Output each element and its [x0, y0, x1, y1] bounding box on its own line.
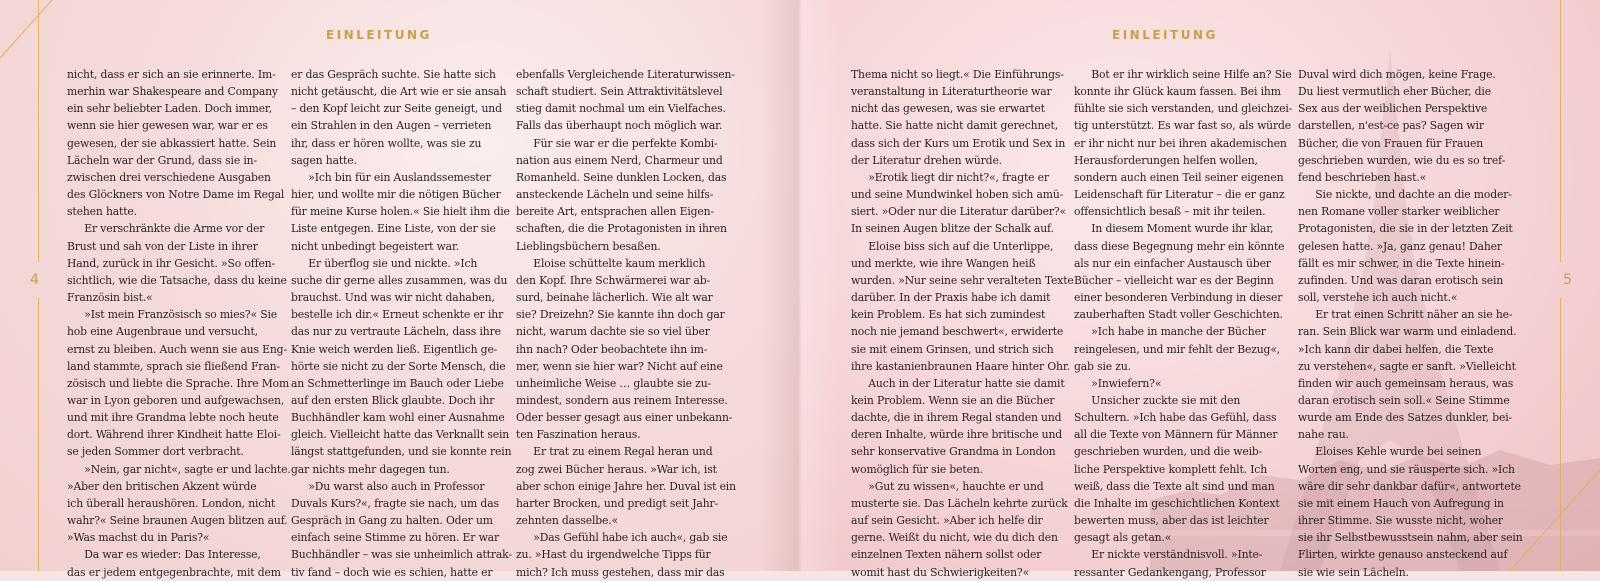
text-line: Herausforderungen helfen wollen, — [1074, 153, 1258, 167]
text-line: Eloise schüttelte kaum merklich — [533, 256, 706, 270]
text-line: Sie nickte, und dachte an die moder- — [1315, 188, 1512, 202]
text-line: hob eine Augenbraue und versucht, — [67, 325, 258, 339]
text-line: Gespräch in Gang zu halten. Oder um — [291, 514, 493, 528]
text-line: »Ist mein Französisch so mies?« Sie — [84, 308, 278, 322]
text-line: zog zwei Bücher heraus. »War ich, ist — [516, 462, 717, 476]
text-line: Du liest vermutlich eher Bücher, die — [1298, 85, 1491, 99]
text-line: finden wir auch gemeinsam heraus, was — [1298, 376, 1514, 390]
text-line: wahr?« Seine braunen Augen blitzen auf. — [67, 514, 288, 528]
text-line: all die Texte von Männern für Männer — [1074, 428, 1278, 442]
text-line: längst stattgefunden, und sie konnte rein — [291, 445, 512, 459]
text-line: er das Gespräch suchte. Sie hatte sich — [291, 68, 496, 81]
text-line: nicht das gewesen, was sie erwartet — [851, 102, 1045, 116]
text-line: ihre kastanienbraunen Haare hinter Ohr. — [851, 359, 1070, 373]
text-line: gewesen, der sie abkassiert hatte. Sein — [67, 136, 277, 150]
text-column-2 — [291, 66, 512, 581]
text-line: sie wie sein Lächeln. — [1298, 565, 1409, 579]
text-line: aber schon einige Jahre her. Duval ist ein — [516, 479, 736, 493]
text-line: gleich. Vielleicht hatte das Verknallt sein — [291, 428, 510, 442]
text-line: siert. »Oder nur die Literatur darüber?« — [851, 205, 1066, 219]
text-line: hatte. Sie hatte nicht damit gerechnet, — [851, 119, 1058, 133]
text-line: weiß, dass die Texte alt sind und man — [1074, 479, 1275, 493]
text-line: merhin war Shakespeare and Company — [67, 85, 278, 99]
text-line: se jeden Sommer dort verbracht. — [67, 445, 244, 459]
text-line: »Inwiefern?« — [1091, 376, 1162, 390]
text-line: Sex aus der weiblichen Perspektive — [1298, 102, 1488, 116]
text-line: zufinden. Und was daran erotisch sein — [1298, 273, 1504, 287]
text-line: »Erotik liegt dir nicht?«, fragte er — [868, 170, 1049, 184]
right-frame-line — [1560, 0, 1561, 262]
text-line: er ihr nicht nur bei ihren akademischen — [1074, 136, 1287, 150]
text-line: nicht unbedingt begeistert war. — [291, 239, 460, 253]
text-line: an Schmetterlinge im Bauch oder Liebe — [291, 376, 504, 390]
text-column-5 — [1074, 66, 1293, 581]
text-line: einzelnen Texten nähern sollst oder — [851, 548, 1042, 562]
text-line: stieg damit nochmal um ein Vielfaches. — [516, 102, 726, 116]
text-line: Da war es wieder: Das Interesse, — [84, 548, 261, 562]
text-line: geschrieben wurden, wie du es so tref- — [1298, 153, 1506, 167]
text-line: »Was machst du in Paris?« — [67, 531, 210, 545]
text-line: für meine Kurse holen.« Sie hielt ihm die — [291, 205, 510, 219]
text-line: schaften, die die Protagonisten in ihren — [516, 222, 727, 236]
text-line: hier, und wollte mir die nötigen Bücher — [291, 188, 501, 202]
text-line: sie? Dreizehn? Sie kannte ihn doch gar — [516, 308, 725, 322]
text-line: harter Brocken, und predigt seit Jahr- — [516, 496, 719, 510]
text-line: brauchst. Und was wir nicht dahaben, — [291, 291, 495, 305]
text-line: sagen hatte. — [291, 153, 357, 167]
text-line: auf sein Gesicht. »Aber ich helfe dir — [851, 514, 1043, 528]
text-line: Französin bist.« — [67, 291, 153, 305]
text-line: auf den ersten Blick glaubte. Doch ihr — [291, 393, 495, 407]
book-gutter — [760, 0, 840, 571]
text-line: die Inhalte im geschichtlichen Kontext — [1074, 496, 1280, 510]
text-line: »Nein, gar nicht«, sagte er und lachte. — [84, 462, 291, 476]
text-line: bestelle ich dir.« Erneut schenkte er ihr — [291, 308, 504, 322]
text-line: Leidenschaft für Literatur – die er ganz — [1074, 188, 1285, 202]
text-line: wenn sie hier gewesen war, war er es — [67, 119, 268, 133]
text-line: bereite Art, entsprachen allen Eigen- — [516, 205, 714, 219]
text-line: Duvals Kurs?«, fragte sie nach, um das — [291, 496, 499, 510]
text-line: offensichtlich besaß – mit ihr teilen. — [1074, 205, 1266, 219]
text-line: bewerten muss, aber das ist leichter — [1074, 514, 1269, 528]
text-line: ran. Sein Blick war warm und einladend. — [1298, 325, 1517, 339]
text-line: das nur zu vertraute Lächeln, dass ihre — [291, 325, 501, 339]
text-line: sie mit einem Grinsen, und strich sich — [851, 342, 1054, 356]
text-line: Schultern. »Ich habe das Gefühl, dass — [1074, 411, 1277, 425]
left-corner-ornament — [0, 0, 80, 70]
text-line: »Du warst also auch in Professor — [308, 479, 485, 493]
text-line: In diesem Moment wurde ihr klar, — [1091, 222, 1274, 236]
text-line: fühlte sie sich verstanden, und gleichzei- — [1074, 102, 1293, 116]
text-line: Unsicher zuckte sie mit den — [1091, 393, 1241, 407]
text-line: als nur ein einfacher Austausch über — [1074, 256, 1271, 270]
text-line: sie mit einem Hauch von Aufregung in — [1298, 496, 1504, 510]
text-line: Liste entgegen. Eine Liste, von der sie — [291, 222, 496, 236]
text-line: nicht, warum dachte sie so viel über — [516, 325, 710, 339]
text-line: mich? Ich muss gestehen, dass mir das — [516, 565, 725, 579]
text-line: zu verstehen«, sagte er sanft. »Vielleicht — [1298, 359, 1516, 373]
text-line: soll, verstehe ich auch nicht.« — [1298, 291, 1458, 305]
left-page-number: 4 — [30, 272, 39, 288]
text-line: Hand, zurück in ihr Gesicht. »So offen- — [67, 256, 275, 270]
text-line: ansteckende Lächeln und seine hilfs- — [516, 188, 714, 202]
text-line: mindest, sondern aus reinem Interesse. — [516, 393, 728, 407]
text-line: und seine Mundwinkel hoben sich amü- — [851, 188, 1064, 202]
text-line: womöglich für sie beten. — [851, 462, 983, 476]
text-line: gar nichts mehr dagegen tun. — [291, 462, 450, 476]
text-line: Er trat einen Schritt näher an sie he- — [1315, 308, 1513, 322]
text-line: war in Lyon geboren und aufgewachsen, — [67, 393, 285, 407]
text-line: nicht, dass er sich an sie erinnerte. Im- — [67, 68, 276, 81]
text-line: dachte, die in ihrem Regal standen und — [851, 411, 1062, 425]
text-line: schaft studiert. Sein Attraktivitätslevel — [516, 85, 723, 99]
text-line: Lächeln war der Grund, dass sie in- — [67, 153, 257, 167]
text-line: Bücher – vielleicht war es der Beginn — [1074, 273, 1274, 287]
text-line: ihr, dass er hören wollte, was sie zu — [291, 136, 482, 150]
text-line: zwischen drei verschiedene Ausgaben — [67, 170, 271, 184]
text-line: hörte sie nicht zu der Sorte Mensch, die — [291, 359, 506, 373]
text-line: Er verschränkte die Arme vor der — [84, 222, 265, 236]
text-line: land stammte, sprach sie fließend Fran- — [67, 359, 280, 373]
text-line: Er trat zu einem Regal heran und — [533, 445, 713, 459]
text-line: sehr konservative Grandma in London — [851, 445, 1056, 459]
text-line: konnte ihr Glück kaum fassen. Bei ihm — [1074, 85, 1281, 99]
right-page-number: 5 — [1563, 272, 1572, 288]
text-line: ein sehr beliebter Laden. Doch immer, — [67, 102, 273, 116]
text-line: kein Problem. Es hat sich zumindest — [851, 308, 1046, 322]
text-line: Er überflog sie und nickte. »Ich — [308, 256, 478, 270]
text-line: ernst zu bleiben. Auch wenn sie aus Eng- — [67, 342, 287, 356]
text-line: »Das Gefühl habe ich auch«, gab sie — [533, 531, 728, 545]
text-line: ten Faszination heraus. — [516, 428, 641, 442]
text-line: das er jedem entgegenbrachte, mit dem — [67, 565, 281, 579]
text-line: Worten eng, und sie räusperte sich. »Ich — [1298, 462, 1515, 476]
text-line: nicht getäuscht, die Art wie er sie ansah — [291, 85, 507, 99]
text-line: gab sie zu. — [1074, 359, 1131, 373]
text-line: darüber. In der Praxis habe ich damit — [851, 291, 1051, 305]
text-line: zösisch und liebte die Sprache. Ihre Mom — [67, 376, 290, 390]
text-column-4 — [851, 66, 1074, 581]
text-line: »Aber den britischen Akzent würde — [67, 479, 257, 493]
text-line: ein Strahlen in den Augen – verrieten — [291, 119, 492, 133]
text-line: der Literatur drehen würde. — [851, 153, 1002, 167]
text-line: unheimliche Weise … glaubte sie zu- — [516, 376, 712, 390]
text-line: Protagonisten, die sie in der letzten Zeit — [1298, 222, 1513, 236]
text-line: des Glöckners von Notre Dame im Regal — [67, 188, 285, 202]
text-line: wurden. »Nur seine sehr veralteten Texte — [851, 273, 1074, 287]
text-line: Thema nicht so liegt.« Die Einführungs- — [851, 68, 1064, 81]
left-page — [0, 0, 800, 579]
text-line: musterte sie. Das Lächeln kehrte zurück — [851, 496, 1068, 510]
text-line: gerne. Weißt du nicht, wie du dich den — [851, 531, 1058, 545]
text-column-1 — [67, 66, 291, 581]
text-line: Brust und sah von der Liste in ihrer — [67, 239, 258, 253]
text-column-3 — [516, 66, 736, 581]
text-line: ebenfalls Vergleichende Literaturwissen- — [516, 68, 735, 81]
right-page — [800, 0, 1600, 579]
text-line: sie ihr Selbstbewusstsein nahm, aber sein — [1298, 531, 1523, 545]
text-line: dass diese Begegnung mehr ein könnte — [1074, 239, 1285, 253]
text-line: gesagt als getan.« — [1074, 531, 1172, 545]
text-line: daran erotisch sein soll.« Seine Stimme — [1298, 393, 1510, 407]
text-line: Lieblingsbüchern besaßen. — [516, 239, 661, 253]
text-line: und mit ihre Grandma lebte noch heute — [67, 411, 279, 425]
text-line: darstellen, n'est-ce pas? Sagen wir — [1298, 119, 1484, 133]
text-line: veranstaltung in Literaturtheorie war — [851, 85, 1052, 99]
text-line: wäre dir sehr dankbar dafür«, antwortete — [1298, 479, 1521, 493]
text-line: den Kopf. Ihre Schwärmerei war ab- — [516, 273, 711, 287]
text-line: reingelesen, und mir fehlt der Bezug«, — [1074, 342, 1281, 356]
text-line: Falls das überhaupt noch möglich war. — [516, 119, 723, 133]
text-line: nation aus einem Nerd, Charmeur und — [516, 153, 723, 167]
text-line: In seinen Augen blitze der Schalk auf. — [851, 222, 1054, 236]
text-line: sichtlich, wie die Tatsache, dass du keine — [67, 273, 287, 287]
text-line: surd, beinahe lächerlich. Wie alt war — [516, 291, 713, 305]
text-line: dass sich der Kurs um Erotik und Sex in — [851, 136, 1066, 150]
text-line: kein Problem. Wenn sie an die Bücher — [851, 393, 1055, 407]
text-line: tig unterstützt. Es war fast so, als würde — [1074, 119, 1291, 133]
text-column-6 — [1298, 66, 1523, 581]
text-line: mer, wenn sie hier war? Nicht auf eine — [516, 359, 723, 373]
text-line: Knie weich werden ließ. Eigentlich ge- — [291, 342, 498, 356]
text-line: – den Kopf leicht zur Seite geneigt, und — [291, 102, 502, 116]
text-line: Bot er ihr wirklich seine Hilfe an? Sie — [1091, 68, 1292, 81]
text-line: fällt es mir schwer, in die Texte hinein- — [1298, 256, 1505, 270]
text-line: suche dir gerne alles zusammen, was du — [291, 273, 508, 287]
text-line: Flirten, wirkte genauso ansteckend auf — [1298, 548, 1508, 562]
right-running-header: EINLEITUNG — [1112, 28, 1218, 42]
text-line: »Ich bin für ein Auslandssemester — [308, 170, 491, 184]
text-line: zauberhaften Stadt voller Geschichten. — [1074, 308, 1283, 322]
text-line: sondern auch einen Teil seiner eigenen — [1074, 170, 1284, 184]
text-line: zu. »Hast du irgendwelche Tipps für — [516, 548, 711, 562]
text-line: Er nickte verständnisvoll. »Inte- — [1091, 548, 1263, 562]
text-line: geschrieben wurden, und die weib- — [1074, 445, 1263, 459]
text-line: einer besonderen Verbindung in dieser — [1074, 291, 1283, 305]
text-line: nahe rau. — [1298, 428, 1349, 442]
text-line: nen Romane voller starker weiblicher — [1298, 205, 1500, 219]
text-line: dort. Während ihrer Kindheit hatte Eloi- — [67, 428, 281, 442]
text-line: tiv fand – doch wie es schien, hatte er — [291, 565, 493, 579]
left-frame-line — [38, 298, 39, 571]
text-line: womit hast du Schwierigkeiten?« — [851, 565, 1030, 579]
text-line: Bücher, die von Frauen für Frauen — [1298, 136, 1484, 150]
left-running-header: EINLEITUNG — [326, 28, 432, 42]
text-line: wurde am Ende des Satzes dunkler, bei- — [1298, 411, 1513, 425]
text-line: »Gut zu wissen«, hauchte er und — [868, 479, 1044, 493]
text-line: noch nie jemand beschwert«, erwiderte — [851, 325, 1064, 339]
text-line: ich überall heraushören. London, nicht — [67, 496, 276, 510]
text-line: deren Inhalte, würde ihre britische und — [851, 428, 1063, 442]
text-line: Eloises Kehle wurde bei seinen — [1315, 445, 1482, 459]
text-line: Auch in der Literatur hatte sie damit — [868, 376, 1065, 390]
text-line: Buchhändler – was sie unheimlich attrak- — [291, 548, 512, 562]
text-line: ressanter Gedankengang, Professor — [1074, 565, 1266, 579]
text-line: Romanheld. Seine dunklen Locken, das — [516, 170, 727, 184]
text-line: stehen hatte. — [67, 205, 137, 219]
text-line: gelesen hatte. »Ja, ganz genau! Daher — [1298, 239, 1502, 253]
text-line: liche Perspektive komplett fehlt. Ich — [1074, 462, 1268, 476]
text-line: Oder besser gesagt aus einer unbekann- — [516, 411, 733, 425]
text-line: Für sie war er die perfekte Kombi- — [533, 136, 718, 150]
text-line: zehnten dasselbe.« — [516, 514, 619, 528]
text-line: »Ich kann dir dabei helfen, die Texte — [1298, 342, 1494, 356]
text-line: ihn nach? Oder beobachtete ihn im- — [516, 342, 708, 356]
text-line: Eloise biss sich auf die Unterlippe, — [868, 239, 1054, 253]
text-line: Buchhändler kam wohl einer Ausnahme — [291, 411, 505, 425]
text-line: ihrer Stimme. Sie wusste nicht, woher — [1298, 514, 1503, 528]
text-line: Duval wird dich mögen, keine Frage. — [1298, 68, 1496, 81]
text-line: und merkte, wie ihre Wangen heiß — [851, 256, 1036, 270]
text-line: einfach seine Stimme zu hören. Er war — [291, 531, 499, 545]
text-line: fend beschrieben hast.« — [1298, 170, 1427, 184]
text-line: »Ich habe in manche der Bücher — [1091, 325, 1266, 339]
